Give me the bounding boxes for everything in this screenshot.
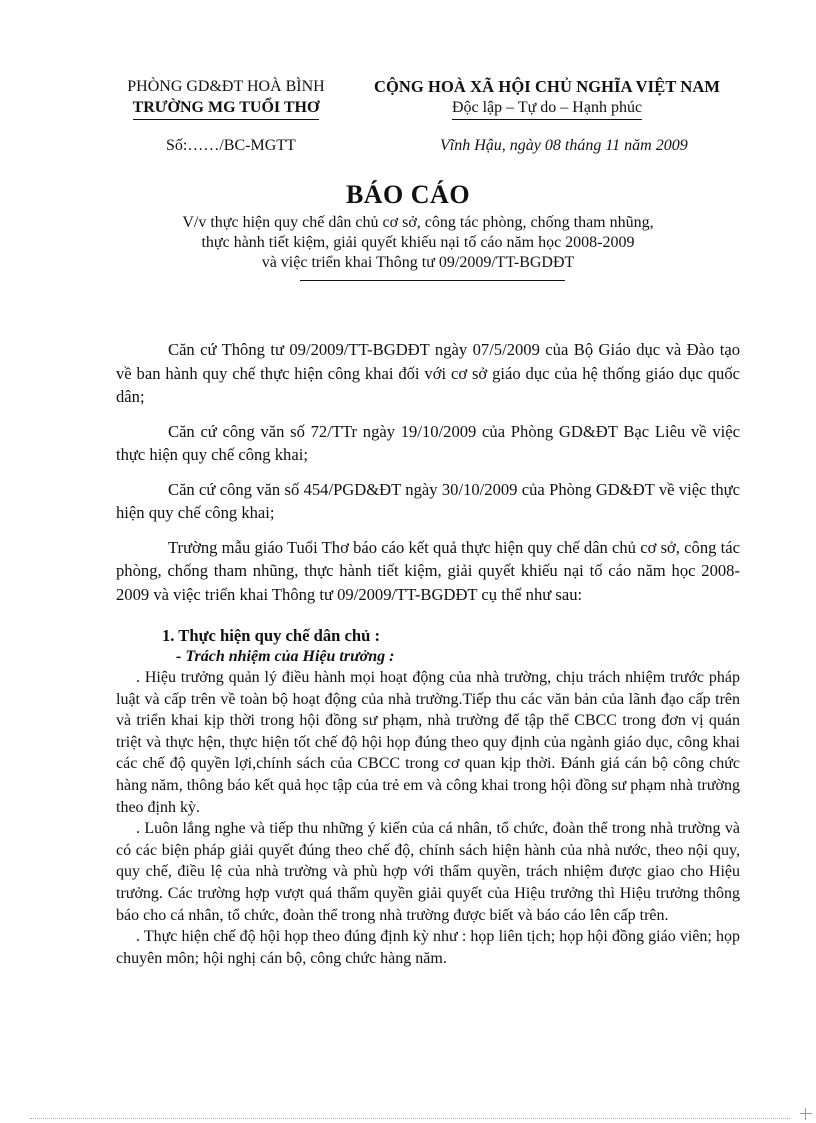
section-heading: 1. Thực hiện quy chế dân chủ : [162, 626, 381, 645]
basis-paragraph: Căn cứ công văn số 72/TTr ngày 19/10/2009 của Phòng GD&ĐT Bạc Liêu về việc thực hiện quy chế công khai; [116, 421, 740, 464]
national-motto: Độc lập – Tự do – Hạnh phúc [362, 97, 732, 120]
section-1-items [116, 667, 740, 969]
basis-paragraph: Căn cứ công văn số 454/PGD&ĐT ngày 30/10/2009 của Phòng GD&ĐT về việc thực hiện quy chế công khai; [116, 479, 740, 522]
list-item: . Hiệu trưởng quản lý điều hành mọi hoạt động của nhà trường, chịu trách nhiệm trước pháp luật và cấp trên về toàn bộ hoạt động của nhà trường.Tiếp thu các văn bản của lãnh đạo cấp trên và triển khai kịp thời trong hội đồng sư phạm, nhà trường để tập thể CBCC trong đơn vị quán triệt và thực hện, thực hiện tốt chế độ hội họp đúng theo quy định của ngành giáo dục, công khai các chế độ quyền lợi,chính sách của CBCC trong cơ quan kịp thời. Đánh giá cán bộ công chức hàng năm, thông báo kết quả học tập của trẻ em và công khai trong hội đồng sư phạm nhà trường theo định kỳ. [116, 669, 740, 816]
document-number: Số:……/BC-MGTT [166, 137, 296, 154]
crop-mark-icon [800, 1108, 812, 1120]
national-title: CỘNG HOÀ XÃ HỘI CHỦ NGHĨA VIỆT NAM [373, 77, 721, 96]
list-item: . Thực hiện chế độ hội họp theo đúng định kỳ như : họp liên tịch; họp hội đồng giáo viên; họp chuyên môn; hội nghị cán bộ, công chức hàng năm. [116, 928, 740, 967]
section-subheading: - Trách nhiệm của Hiệu trưởng : [176, 648, 395, 665]
report-body [116, 338, 740, 617]
subtitle-line: thực hành tiết kiệm, giải quyết khiếu nại tố cáo năm học 2008-2009 [201, 234, 635, 251]
intro-paragraph: Trường mẫu giáo Tuổi Thơ báo cáo kết quả thực hiện quy chế dân chủ cơ sở, công tác phòng, chống tham nhũng, thực hành tiết kiệm, giải quyết khiếu nại tố cáo năm học 2008-2009 và việc triển khai Thông tư 09/2009/TT-BGDĐT cụ thể như sau: [116, 537, 740, 604]
subtitle-divider [300, 280, 565, 281]
national-header [362, 76, 732, 120]
report-subtitle [120, 213, 716, 273]
subtitle-line: và việc triển khai Thông tư 09/2009/TT-BGDĐT [261, 254, 575, 271]
section-1 [116, 625, 740, 667]
school-name: TRƯỜNG MG TUỔI THƠ [116, 97, 336, 120]
page-footer-rule [30, 1118, 790, 1120]
date-line: Vĩnh Hậu, ngày 08 tháng 11 năm 2009 [440, 137, 688, 154]
subtitle-line: V/v thực hiện quy chế dân chủ cơ sở, công tác phòng, chống tham nhũng, [182, 214, 654, 231]
agency-header [116, 76, 336, 120]
basis-paragraph: Căn cứ Thông tư 09/2009/TT-BGDĐT ngày 07/5/2009 của Bộ Giáo dục và Đào tạo về ban hành quy chế thực hiện công khai đối với cơ sở giáo dục của hệ thống giáo dục quốc dân; [116, 340, 740, 406]
report-title: BÁO CÁO [345, 180, 471, 209]
list-item: . Luôn lắng nghe và tiếp thu những ý kiến của cá nhân, tổ chức, đoàn thể trong nhà trường và có các biện pháp giải quyết đúng theo chế độ, chính sách hiện hành của nhà nước, theo nội quy, quy chế, điều lệ của nhà trường và phù hợp với thẩm quyền, trách nhiệm được giao cho Hiệu trưởng. Các trường hợp vượt quá thẩm quyền giải quyết của Hiệu trưởng thì Hiệu trưởng thông báo cho cá nhân, tổ chức, đoàn thể trong nhà trường được biết và báo cáo lên cấp trên. [116, 820, 740, 924]
agency-name: PHÒNG GD&ĐT HOÀ BÌNH [127, 78, 325, 95]
